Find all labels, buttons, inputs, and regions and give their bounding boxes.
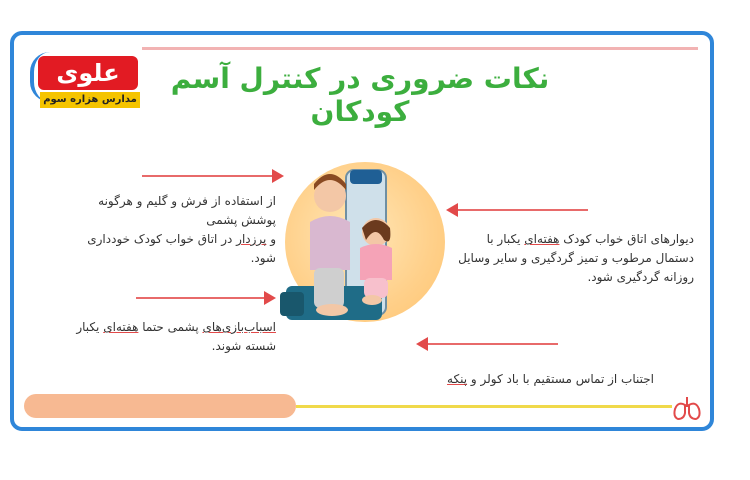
tip-walls-line1-post: یکبار با: [486, 232, 525, 246]
arrow-fan: [418, 343, 558, 345]
tip-carpet-line2: [62, 230, 276, 268]
tip-toys-line1-mid: پشمی حتما: [138, 320, 203, 334]
tip-toys-underlined-1: اسباب‌بازی‌های: [202, 320, 276, 334]
tip-toys-line1: [64, 318, 276, 337]
top-divider: [142, 47, 698, 50]
arrow-walls: [448, 209, 588, 211]
tip-carpet-line2-pre: و: [266, 232, 276, 246]
lungs-icon: [672, 395, 702, 421]
tip-walls-line1-pre: دیوارهای اتاق خواب کودک: [559, 232, 694, 246]
school-logo: [30, 56, 142, 112]
tip-walls-underlined: هفته‌ای: [524, 232, 560, 246]
arrow-toys: [136, 297, 274, 299]
tip-fan: [420, 370, 654, 389]
tip-carpet-line1: از استفاده از فرش و گلیم و هرگونه پوشش پشمی: [98, 194, 276, 227]
tip-fan-pre: اجتناب از تماس مستقیم با باد کولر و: [467, 372, 654, 386]
tip-toys-line2: شسته شوند.: [211, 339, 276, 353]
arrow-carpet: [142, 175, 282, 177]
tip-toys-line1-post: یکبار: [76, 320, 104, 334]
inhaler-illustration: [280, 160, 460, 335]
page-title: نکات ضروری در کنترل آسم کودکان: [170, 62, 550, 128]
tip-walls-line3: روزانه گردگیری شود.: [587, 270, 694, 284]
footer-line: [296, 405, 672, 408]
tip-toys: [64, 318, 276, 356]
logo-name: علوی: [38, 56, 138, 90]
footer-bar: [24, 394, 296, 418]
tip-carpet: [62, 192, 276, 268]
tip-carpet-underlined: پرزدار: [236, 232, 267, 246]
tip-fan-underlined: پنکه: [447, 372, 468, 386]
tip-walls-line2: دستمال مرطوب و تمیز گردگیری و سایر وسایل: [458, 251, 694, 265]
tip-walls: [456, 230, 694, 287]
logo-subtitle: مدارس هزاره سوم: [40, 92, 140, 108]
tip-toys-underlined-2: هفته‌ای: [103, 320, 139, 334]
tip-carpet-line2-post: در اتاق خواب کودک خودداری شود.: [87, 232, 276, 265]
tip-walls-line1: [456, 230, 694, 249]
